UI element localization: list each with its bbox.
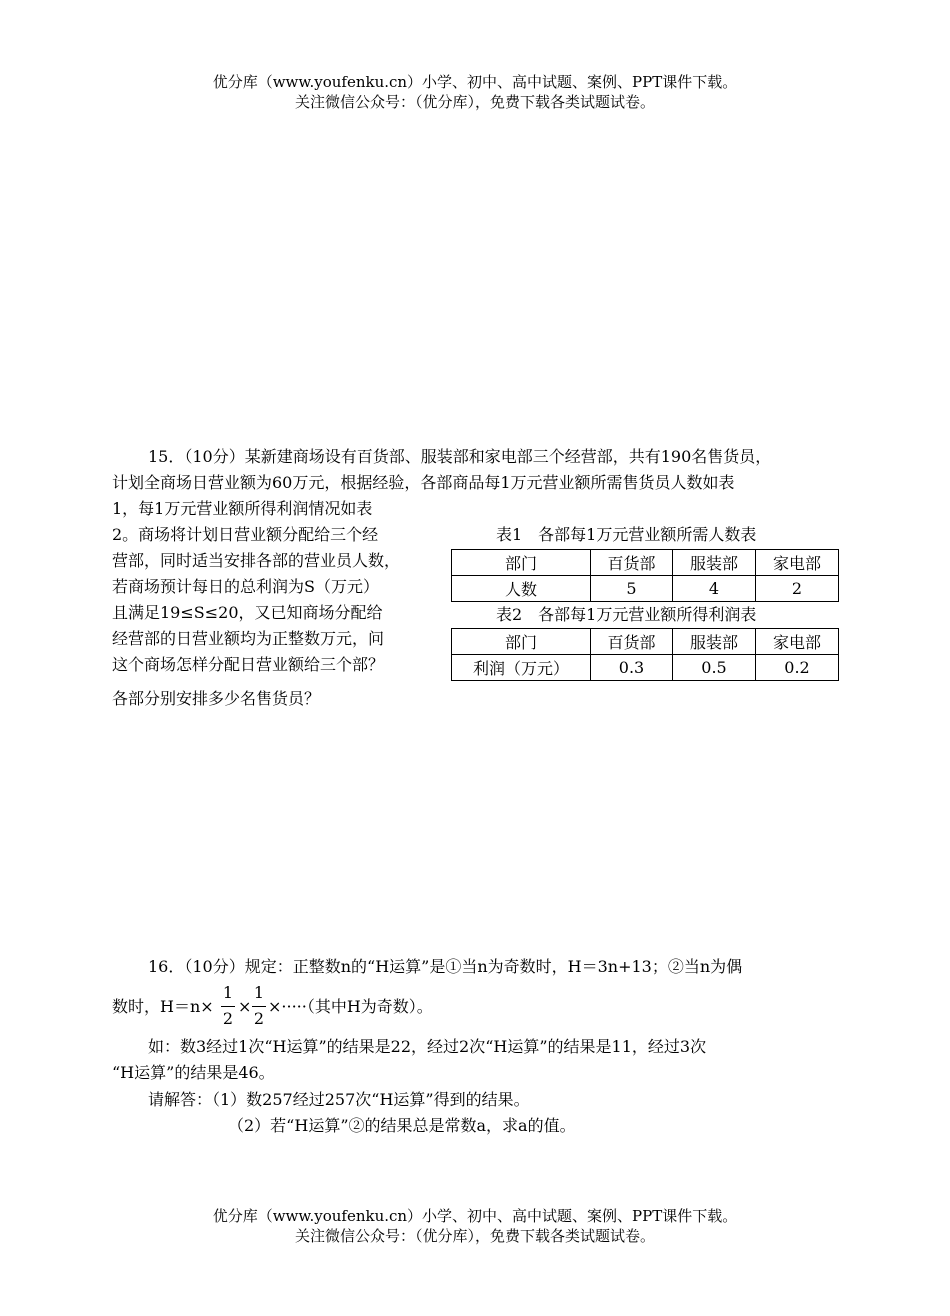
fraction-1-bar (221, 1006, 235, 1007)
table1-cell: 4 (673, 576, 756, 602)
times-sign: × (238, 997, 252, 1016)
table2-cell: 0.2 (756, 655, 839, 681)
q16-line-5: 请解答：（1）数257经过257次“H运算”得到的结果。 (148, 1090, 530, 1109)
q16-line-6: （2）若“H运算”②的结果总是常数a，求a的值。 (228, 1116, 576, 1135)
q16-line-1: 16．（10分）规定：正整数n的“H运算”是①当n为奇数时，H＝3n+13；②当n为偶 (148, 957, 743, 976)
table1-caption: 表1 各部每1万元营业额所需人数表 (496, 525, 757, 544)
table1-row-label: 人数 (452, 576, 591, 602)
table2-header-row (452, 629, 839, 655)
q15-line-5: 营部，同时适当安排各部的营业员人数， (112, 551, 401, 570)
table2-data-row (452, 655, 839, 681)
table1-cell: 5 (591, 576, 673, 602)
q16-line-3: 如：数3经过1次“H运算”的结果是22，经过2次“H运算”的结果是11，经过3次 (148, 1037, 707, 1056)
q15-line-4: 2。商场将计划日营业额分配给三个经 (112, 525, 379, 544)
header-line-2: 关注微信公众号：（优分库），免费下载各类试题试卷。 (294, 93, 655, 111)
table1 (451, 549, 839, 602)
table1-header-cell: 部门 (452, 550, 591, 576)
table1-header-cell: 服装部 (673, 550, 756, 576)
table2-header-cell: 百货部 (591, 629, 673, 655)
q16-line-2-pre: 数时，H＝n× (112, 997, 214, 1016)
footer-line-2: 关注微信公众号：（优分库），免费下载各类试题试卷。 (294, 1227, 655, 1245)
q16-line-4: “H运算”的结果是46。 (112, 1063, 275, 1082)
fraction-2-denominator: 2 (253, 1009, 265, 1028)
table1-cell: 2 (756, 576, 839, 602)
table2-header-cell: 部门 (452, 629, 591, 655)
fraction-2-numerator: 1 (253, 983, 265, 1002)
fraction-1-numerator: 1 (222, 983, 234, 1002)
table2 (451, 628, 839, 681)
table2-cell: 0.3 (591, 655, 673, 681)
fraction-2-bar (252, 1006, 266, 1007)
q15-line-2: 计划全商场日营业额为60万元，根据经验，各部商品每1万元营业额所需售货员人数如表 (112, 473, 735, 492)
q15-line-1: 15．（10分）某新建商场设有百货部、服装部和家电部三个经营部，共有190名售货员， (148, 447, 772, 466)
table1-header-cell: 家电部 (756, 550, 839, 576)
header-line-1: 优分库（www.youfenku.cn）小学、初中、高中试题、案例、PPT课件下载。 (212, 73, 738, 91)
q15-line-6: 若商场预计每日的总利润为S（万元） (112, 577, 379, 596)
table2-cell: 0.5 (673, 655, 756, 681)
fraction-1-denominator: 2 (222, 1009, 234, 1028)
footer-line-1: 优分库（www.youfenku.cn）小学、初中、高中试题、案例、PPT课件下载。 (212, 1207, 738, 1225)
table1-header-cell: 百货部 (591, 550, 673, 576)
table1-header-row (452, 550, 839, 576)
q15-line-9: 这个商场怎样分配日营业额给三个部？ (112, 655, 385, 674)
q16-line-2-post: ×·····（其中H为奇数）。 (268, 997, 433, 1016)
table2-row-label: 利润（万元） (452, 655, 591, 681)
table2-caption: 表2 各部每1万元营业额所得利润表 (496, 605, 757, 624)
q15-line-10: 各部分别安排多少名售货员？ (112, 689, 321, 708)
q15-line-8: 经营部的日营业额均为正整数万元，问 (112, 629, 385, 648)
table2-header-cell: 服装部 (673, 629, 756, 655)
q15-line-3: 1，每1万元营业额所得利润情况如表 (112, 499, 373, 518)
table1-data-row (452, 576, 839, 602)
table2-header-cell: 家电部 (756, 629, 839, 655)
q15-line-7: 且满足19≤S≤20，又已知商场分配给 (112, 603, 383, 622)
